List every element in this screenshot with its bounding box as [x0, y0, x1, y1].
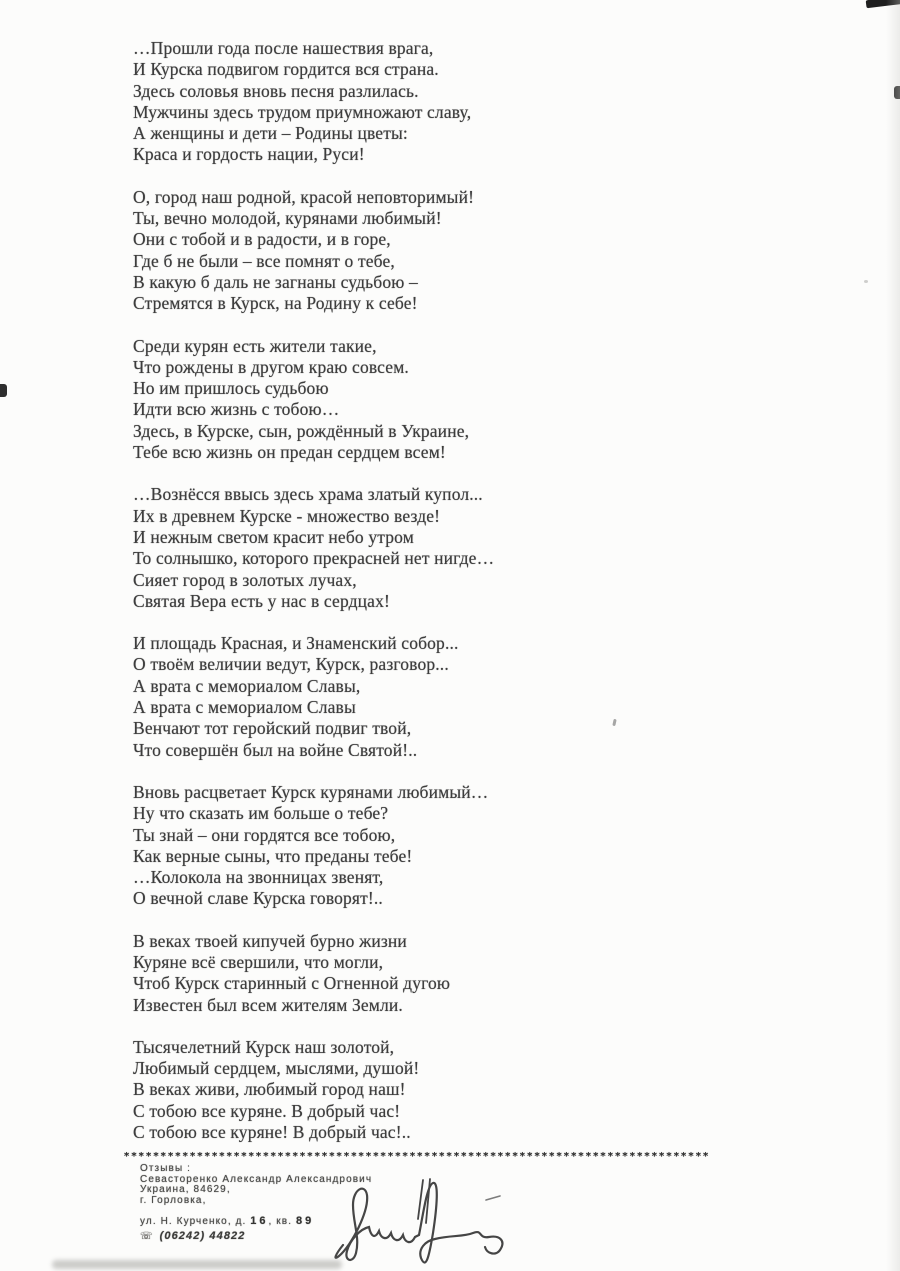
poem-line: О вечной славе Курска говорят!..	[133, 888, 383, 909]
stanza	[133, 931, 494, 1016]
apartment-number: 89	[295, 1215, 315, 1228]
scan-artifact-left-edge	[0, 384, 7, 397]
asterisk-separator: ********************************************************************************	[124, 1151, 711, 1162]
poem-line: Где б не были – все помнят о тебе,	[133, 250, 395, 271]
poem-line: То солнышко, которого прекрасней нет нигде…	[133, 548, 495, 569]
street-mid: , кв.	[268, 1216, 296, 1228]
telephone-icon: ☏	[140, 1230, 154, 1242]
poem-line: А женщины и дети – Родины цветы:	[133, 123, 408, 144]
signature	[329, 1177, 517, 1271]
scan-speck	[864, 280, 868, 283]
poem-line: Венчают тот геройский подвиг твой,	[133, 718, 412, 739]
stanza	[133, 187, 494, 315]
scan-edge-shade	[886, 0, 900, 1271]
poem-line: С тобою все куряне! В добрый час!..	[133, 1122, 411, 1143]
poem-line: Среди курян есть жители такие,	[133, 335, 377, 356]
poem-line: С тобою все куряне. В добрый час!	[133, 1100, 401, 1121]
poem-line: А врата с мемориалом Славы	[133, 697, 356, 718]
poem-line: Тебе всю жизнь он предан сердцем всем!	[133, 442, 446, 463]
scan-speck	[612, 719, 616, 726]
poem-line: …Прошли года после нашествия врага,	[133, 38, 434, 58]
footer-country-line: Украина, 84629,	[140, 1184, 231, 1196]
poem-line: Идти всю жизнь с тобою…	[133, 399, 340, 420]
poem-line: Ты, вечно молодой, курянами любимый!	[133, 208, 442, 229]
poem	[133, 38, 494, 1164]
poem-line: Известен был всем жителям Земли.	[133, 994, 403, 1015]
poem-line: Святая Вера есть у нас в сердцах!	[133, 590, 390, 611]
poem-line: Чтоб Курск старинный с Огненной дугою	[133, 973, 451, 994]
stanza	[133, 336, 494, 464]
poem-line: Как верные сыны, что преданы тебе!	[133, 845, 413, 866]
poem-line: В веках твоей кипучей бурно жизни	[133, 930, 407, 951]
poem-line: В какую б даль не загнаны судьбою –	[133, 271, 418, 292]
poem-line: …Вознёсся ввысь здесь храма златый купол...	[133, 484, 483, 505]
poem-line: …Колокола на звонницах звенят,	[133, 867, 384, 888]
poem-line: Что рождены в другом краю совсем.	[133, 356, 409, 377]
poem-line: О твоём величии ведут, Курск, разговор...	[133, 654, 449, 675]
poem-line: И нежным светом красит небо утром	[133, 526, 414, 547]
footer-author-name: Севасторенко Александр Александрович	[140, 1173, 373, 1185]
poem-line: Стремятся в Курск, на Родину к себе!	[133, 293, 418, 314]
poem-line: Сияет город в золотых лучах,	[133, 569, 357, 590]
poem-line: Здесь соловья вновь песня разлилась.	[133, 80, 419, 101]
poem-line: И Курска подвигом гордится вся страна.	[133, 59, 439, 80]
poem-line: В веках живи, любимый город наш!	[133, 1079, 406, 1100]
poem-line: Куряне всё свершили, что могли,	[133, 951, 384, 972]
poem-line: Мужчины здесь трудом приумножают славу,	[133, 101, 472, 122]
poem-line: Краса и гордость нации, Руси!	[133, 144, 365, 165]
stanza	[133, 1037, 494, 1143]
poem-line: Ну что сказать им больше о тебе?	[133, 803, 389, 824]
stanza	[133, 484, 494, 612]
house-number: 16	[250, 1215, 269, 1228]
poem-line: И площадь Красная, и Знаменский собор...	[133, 633, 459, 654]
street-prefix: ул. Н. Курченко, д.	[140, 1216, 251, 1228]
poem-line: Любимый сердцем, мыслями, душой!	[133, 1058, 420, 1079]
stanza	[133, 633, 494, 761]
poem-line: Вновь расцветает Курск курянами любимый…	[133, 781, 489, 802]
phone-number: (06242) 44822	[159, 1229, 246, 1242]
poem-line: Их в древнем Курске - множество везде!	[133, 505, 441, 526]
poem-line: О, город наш родной, красой неповторимый!	[133, 186, 475, 207]
poem-line: Здесь, в Курске, сын, рождённый в Украине,	[133, 420, 470, 441]
poem-line: Они с тобой и в радости, и в горе,	[133, 229, 391, 250]
footer-city-line: г. Горловка,	[140, 1194, 207, 1206]
stanza	[133, 782, 494, 910]
stanza	[133, 38, 494, 166]
poem-line: Но им пришлось судьбою	[133, 378, 329, 399]
poem-line: Ты знай – они гордятся все тобою,	[133, 824, 396, 845]
poem-line: Тысячелетний Курск наш золотой,	[133, 1036, 395, 1057]
poem-line: А врата с мемориалом Славы,	[133, 675, 361, 696]
scan-artifact-bottom-smudge	[52, 1260, 342, 1269]
footer-label: Отзывы :	[140, 1163, 191, 1174]
poem-line: Что совершён был на войне Святой!..	[133, 739, 418, 760]
